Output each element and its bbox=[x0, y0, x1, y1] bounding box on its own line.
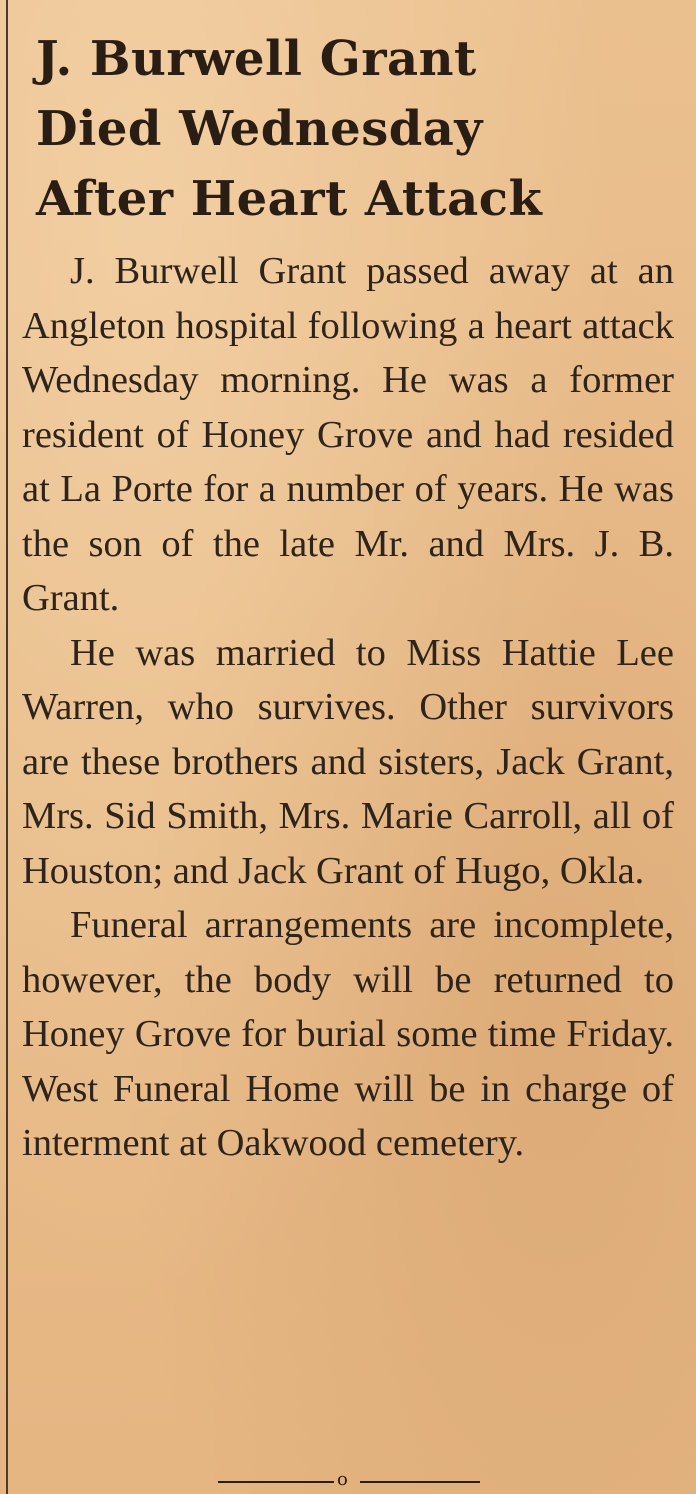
paragraph-1: J. Burwell Grant passed away at an Angleton hospital following a heart attack Wednesday morning. He was a former resident of Honey Grove and had resided at La Porte for a number of years. He was the son of the late Mr. and Mrs. J. B. Grant. bbox=[22, 250, 674, 619]
end-rule-line-right bbox=[360, 1481, 480, 1483]
paragraph-3: Funeral arrangements are incomplete, however, the body will be returned to Honey Grove for burial some time Friday. West Funeral Home will be in charge of interment at Oakwood cemetery. bbox=[22, 904, 674, 1164]
headline-line-1: J. Burwell Grant bbox=[36, 31, 477, 87]
end-rule-mark: o bbox=[337, 1469, 348, 1490]
headline bbox=[36, 24, 674, 234]
end-of-article-rule bbox=[218, 1470, 480, 1490]
headline-line-2: Died Wednesday bbox=[36, 101, 483, 157]
end-rule-line-left bbox=[218, 1481, 334, 1483]
headline-line-3: After Heart Attack bbox=[36, 171, 543, 227]
column-rule bbox=[6, 0, 8, 1494]
obituary-clipping bbox=[22, 24, 674, 1171]
article-body bbox=[22, 244, 674, 1171]
paragraph-2: He was married to Miss Hattie Lee Warren, who survives. Other survivors are these brothers and sisters, Jack Grant, Mrs. Sid Smith, Mrs. Marie Carroll, all of Houston; and Jack Grant of Hugo, Okla. bbox=[22, 631, 674, 892]
